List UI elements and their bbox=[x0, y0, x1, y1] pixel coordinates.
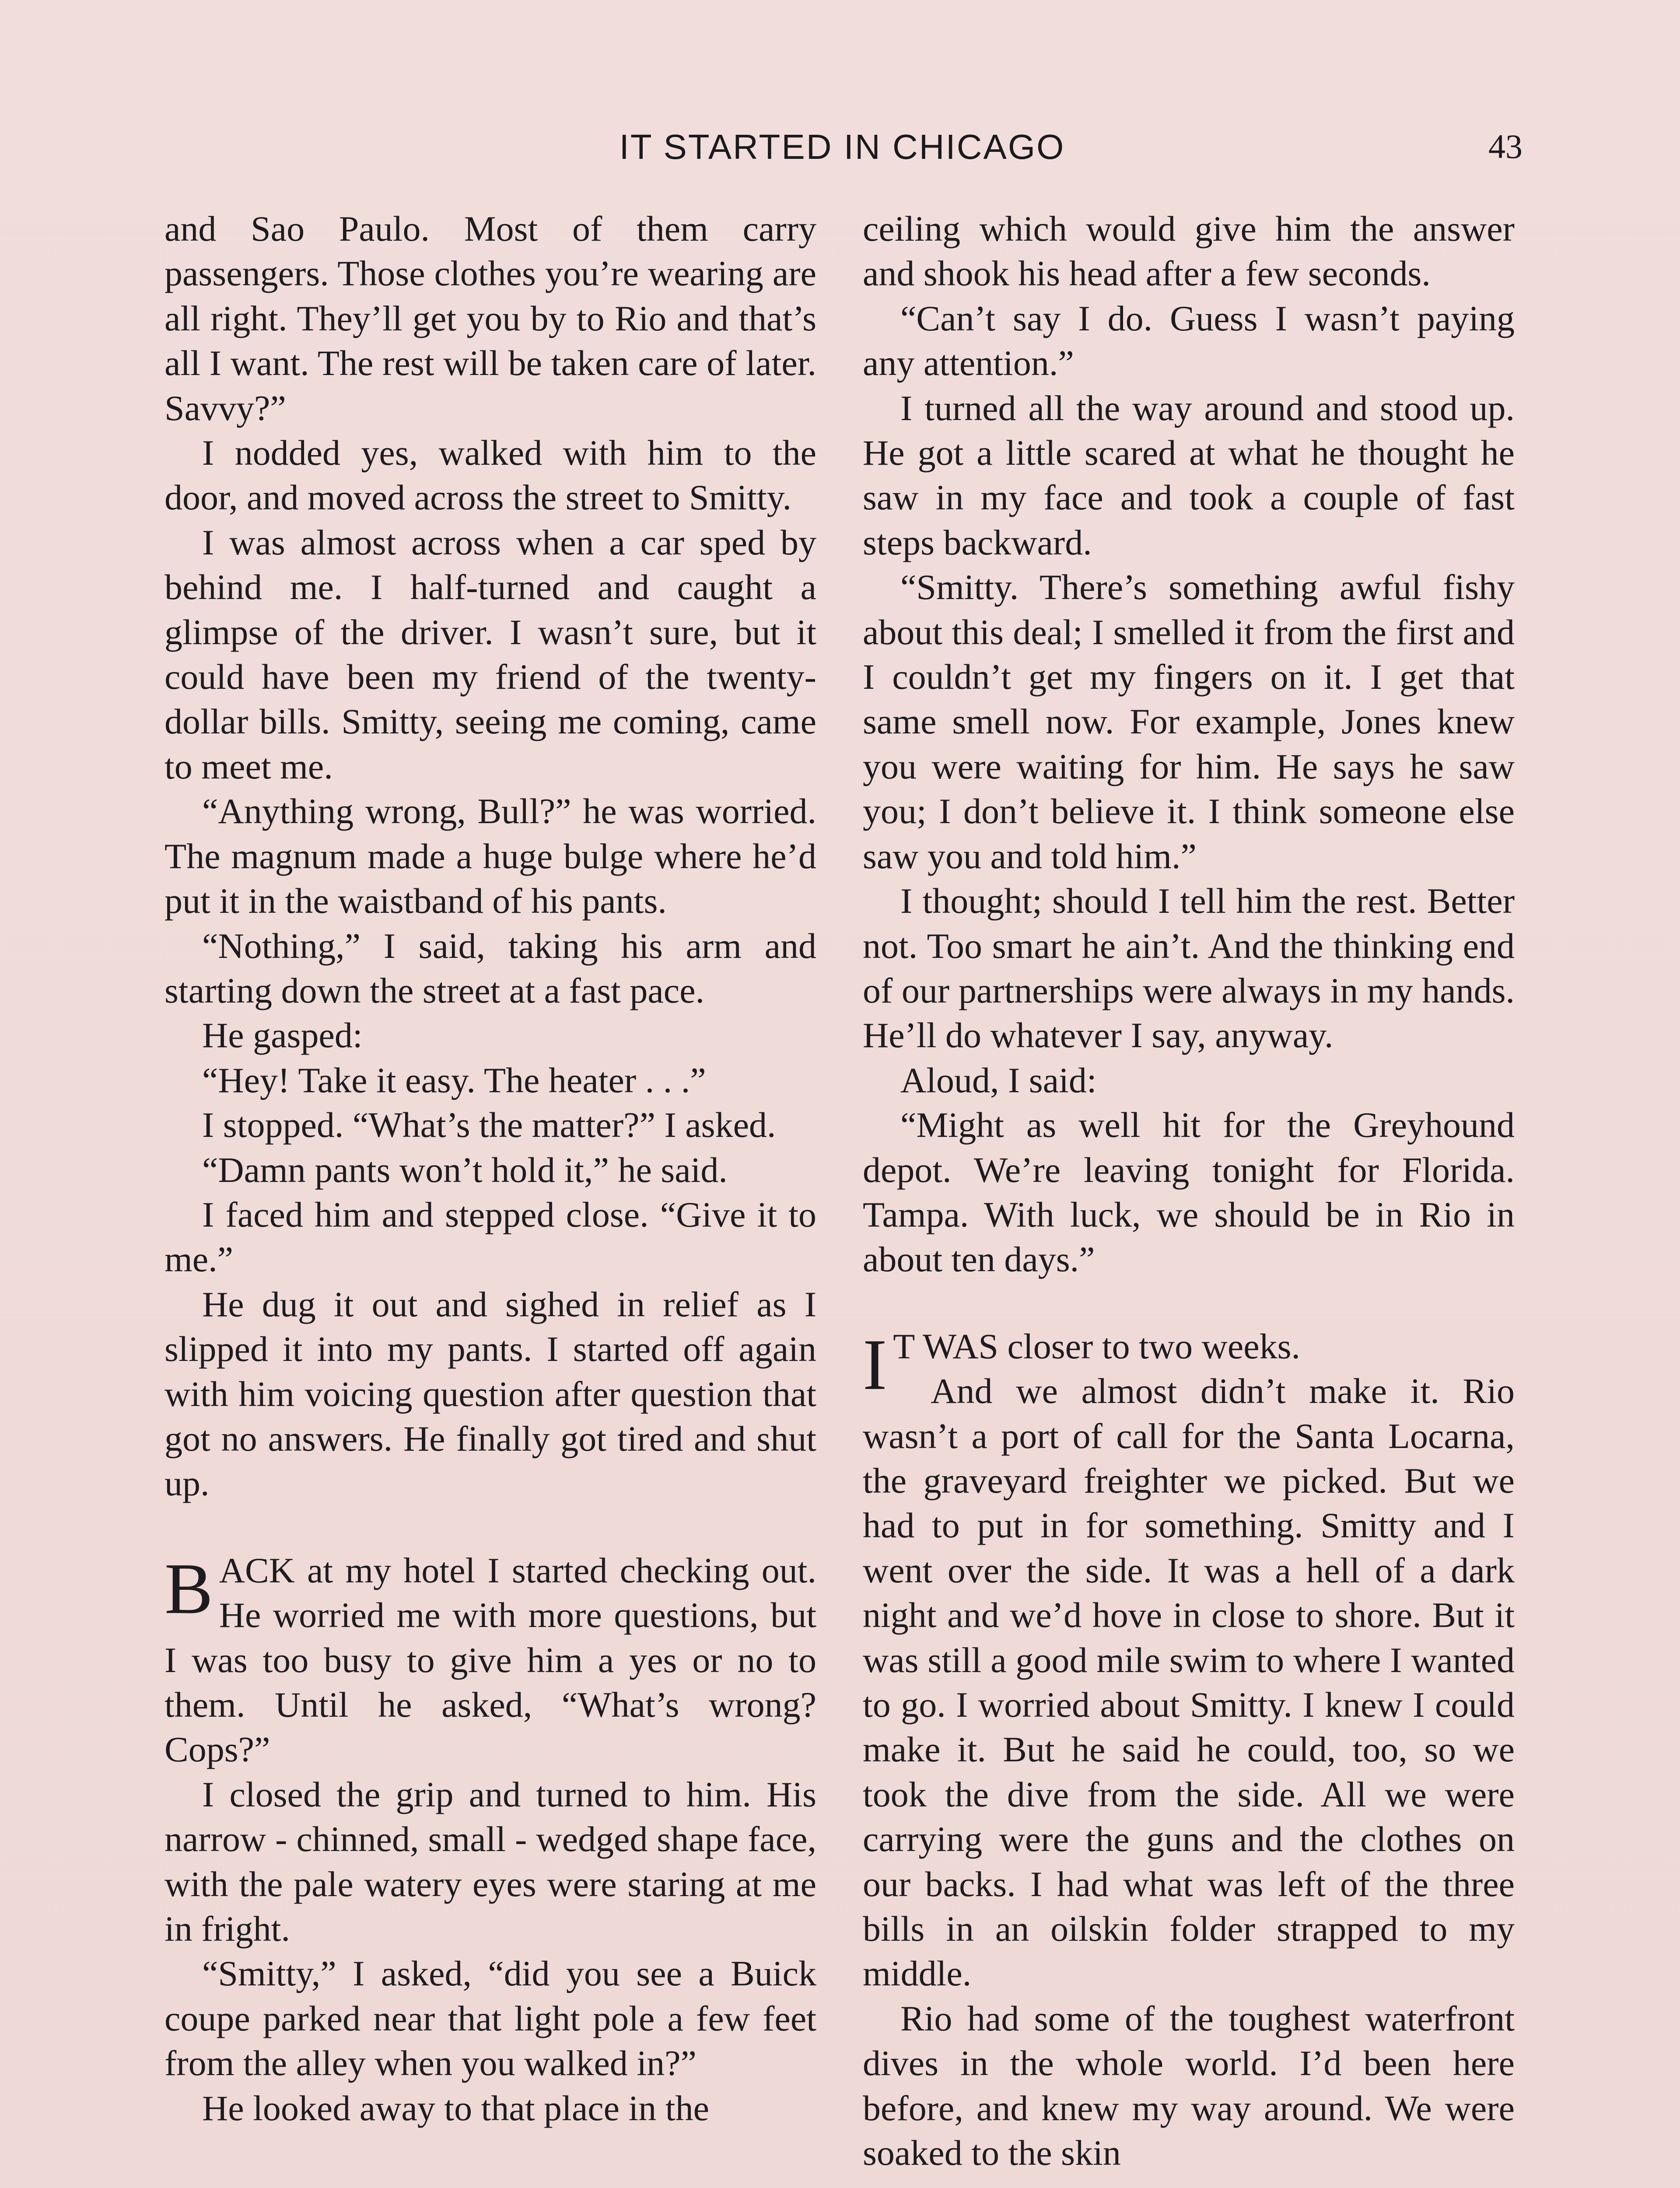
paragraph: I nodded yes, walked with him to the door, and moved across the street to Smitty. bbox=[164, 433, 816, 518]
paragraph: I thought; should I tell him the rest. Better not. Too smart he ain’t. And the thinking end of our partnerships were always in my hands. He’ll do whatever I say, anyway. bbox=[863, 881, 1515, 1055]
page-number: 43 bbox=[1488, 127, 1522, 165]
paragraph: ceiling which would give him the answer and shook his head after a few seconds. bbox=[863, 209, 1515, 294]
paragraph: “Hey! Take it easy. The heater . . .” bbox=[202, 1060, 706, 1100]
paragraph: He looked away to that place in the bbox=[202, 2088, 709, 2128]
paragraph: I turned all the way around and stood up. He got a little scared at what he thought he saw in my face and took a couple of fast steps backward. bbox=[863, 388, 1515, 562]
right-column bbox=[863, 207, 1515, 2175]
paragraph: “Smitty. There’s something awful fishy about this deal; I smelled it from the first and I couldn’t get my fingers on it. I get that same smell now. For example, Jones knew you were waiting for him. He says he saw you; I don’t believe it. I think someone else saw you and told him.” bbox=[863, 567, 1515, 876]
paragraph: I faced him and stepped close. “Give it to me.” bbox=[164, 1194, 816, 1280]
paragraph: I was almost across when a car sped by behind me. I half-turned and caught a glimpse of the driver. I wasn’t sure, but it could have been my friend of the twenty-dollar bills. Smitty, seeing me coming, came to meet me. bbox=[164, 522, 816, 786]
paragraph: “Anything wrong, Bull?” he was worried. The magnum made a huge bulge where he’d put it in the waistband of his pants. bbox=[164, 791, 816, 921]
paragraph: Aloud, I said: bbox=[900, 1060, 1097, 1100]
paragraph-text: ACK at my hotel I started checking out. He worried me with more questions, but I was too busy to give him a yes or no to them. Until he asked, “What’s wrong? Cops?” bbox=[164, 1550, 816, 1770]
paragraph: He dug it out and sighed in relief as I slipped it into my pants. I started off again with him voicing question after question that got no answers. He finally got tired and shut up. bbox=[164, 1284, 816, 1504]
paragraph: Rio had some of the toughest waterfront dives in the whole world. I’d been here before, and knew my way around. We were soaked to the skin bbox=[863, 1998, 1515, 2173]
section-opening-paragraph bbox=[164, 1548, 816, 1772]
paragraph: “Damn pants won’t hold it,” he said. bbox=[202, 1150, 728, 1190]
paragraph: “Smitty,” I asked, “did you see a Buick coupe parked near that light pole a few feet from the alley when you walked in?” bbox=[164, 1953, 816, 2083]
paragraph: and Sao Paulo. Most of them carry passengers. Those clothes you’re wearing are all right. They’ll get you by to Rio and that’s all I want. The rest will be taken care of later. Savvy?” bbox=[164, 209, 816, 428]
section-opening-paragraph bbox=[863, 1324, 1515, 1405]
running-title: IT STARTED IN CHICAGO bbox=[619, 127, 1065, 166]
left-column bbox=[164, 207, 816, 2131]
paragraph-text: T WAS closer to two weeks. bbox=[893, 1326, 1301, 1366]
paragraph: He gasped: bbox=[202, 1015, 363, 1055]
paragraph: And we almost didn’t make it. Rio wasn’t a port of call for the Santa Locarna, the graveyard freighter we picked. But we had to put in for something. Smitty and I went over the side. It was a hell of a dark night and we’d hove in close to shore. But it was still a good mile swim to where I wanted to go. I worried about Smitty. I knew I could make it. But he said he could, too, so we took the dive from the side. All we were carrying were the guns and the clothes on our backs. I had what was left of the three bills in an oilskin folder strapped to my middle. bbox=[863, 1371, 1515, 1994]
paragraph: I stopped. “What’s the matter?” I asked. bbox=[202, 1105, 776, 1145]
paragraph: I closed the grip and turned to him. His narrow - chinned, small - wedged shape face, with the pale watery eyes were staring at me in fright. bbox=[164, 1774, 816, 1949]
paragraph: “Nothing,” I said, taking his arm and starting down the street at a fast pace. bbox=[164, 926, 816, 1010]
page-header bbox=[162, 127, 1522, 175]
paragraph: “Can’t say I do. Guess I wasn’t paying any attention.” bbox=[863, 298, 1515, 383]
paragraph: “Might as well hit for the Greyhound depot. We’re leaving tonight for Florida. Tampa. With luck, we should be in Rio in about ten days.” bbox=[863, 1105, 1515, 1280]
drop-cap: B bbox=[164, 1548, 213, 1629]
drop-cap: I bbox=[863, 1324, 887, 1405]
